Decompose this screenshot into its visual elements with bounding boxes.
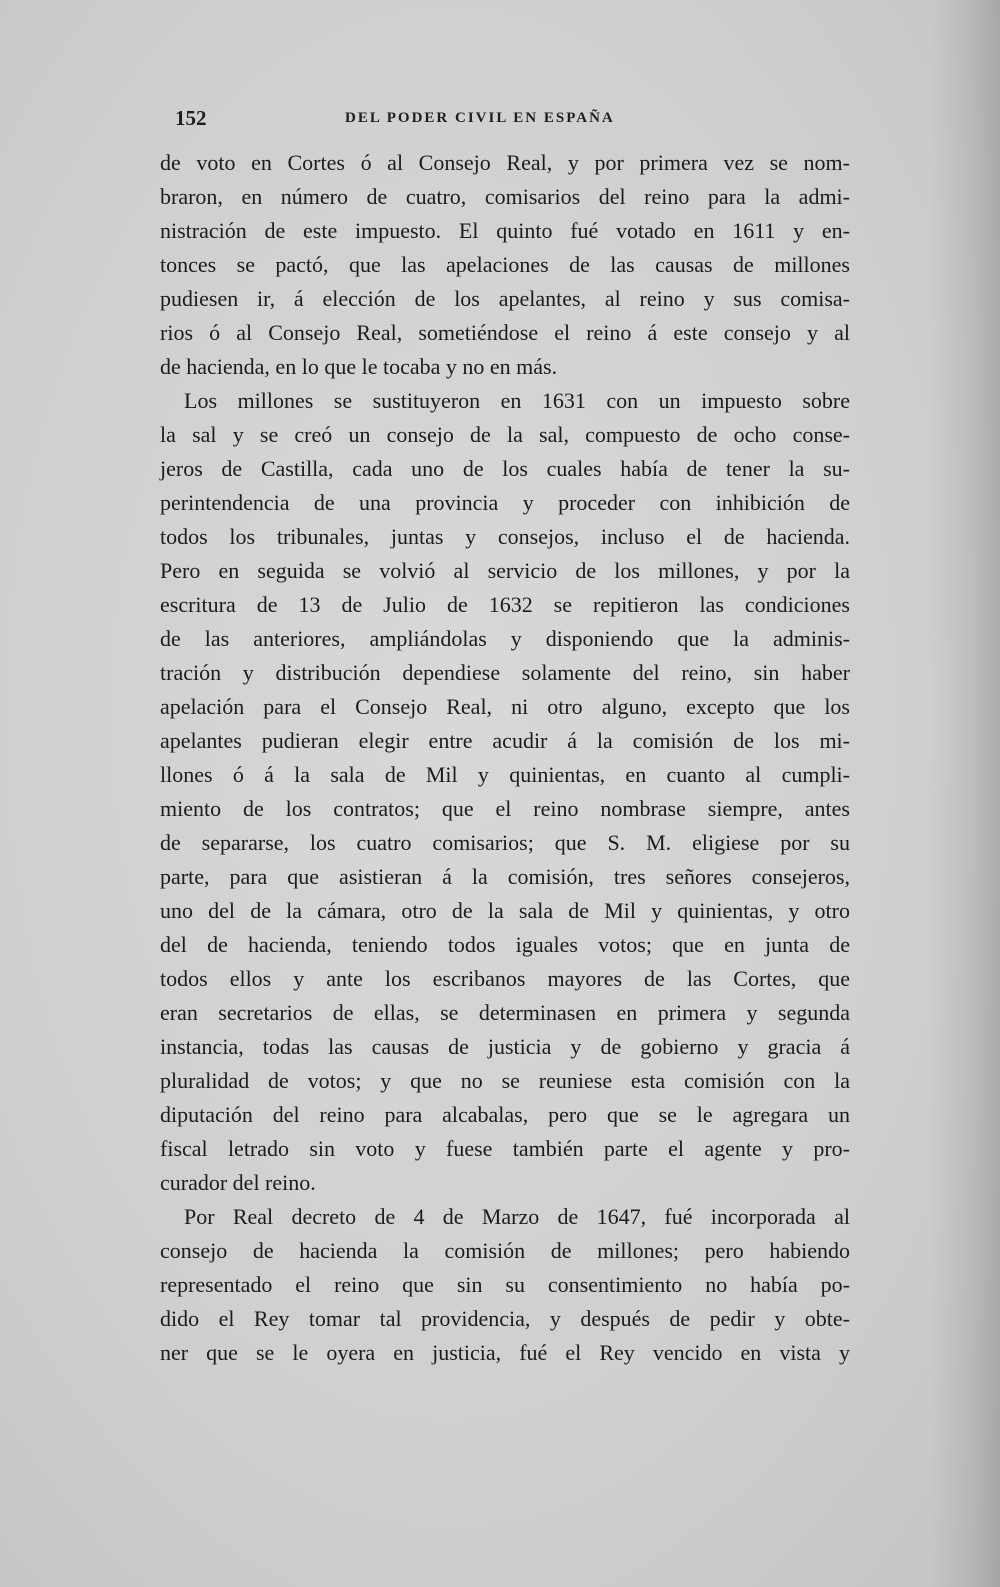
text-line: rios ó al Consejo Real, sometiéndose el reino á este consejo y al: [160, 320, 850, 345]
text-line: ner que se le oyera en justicia, fué el Rey vencido en vista y: [160, 1340, 850, 1365]
text-line: eran secretarios de ellas, se determinasen en primera y segunda: [160, 1000, 850, 1025]
text-line: apelación para el Consejo Real, ni otro alguno, excepto que los: [160, 694, 850, 719]
text-line: jeros de Castilla, cada uno de los cuales había de tener la su-: [160, 456, 850, 481]
text-line: todos los tribunales, juntas y consejos, incluso el de hacienda.: [160, 524, 850, 549]
text-line: instancia, todas las causas de justicia y de gobierno y gracia á: [160, 1034, 850, 1059]
text-line: fiscal letrado sin voto y fuese también parte el agente y pro-: [160, 1136, 850, 1161]
page-header: [175, 106, 855, 136]
text-line: perintendencia de una provincia y proceder con inhibición de: [160, 490, 850, 515]
text-line: llones ó á la sala de Mil y quinientas, en cuanto al cumpli-: [160, 762, 850, 787]
text-line: braron, en número de cuatro, comisarios del reino para la admi-: [160, 184, 850, 209]
text-line: Por Real decreto de 4 de Marzo de 1647, fué incorporada al: [184, 1204, 850, 1229]
text-line: escritura de 13 de Julio de 1632 se repitieron las condiciones: [160, 592, 850, 617]
text-line: Pero en seguida se volvió al servicio de los millones, y por la: [160, 558, 850, 583]
text-line: de voto en Cortes ó al Consejo Real, y por primera vez se nom-: [160, 150, 850, 175]
running-head: DEL PODER CIVIL EN ESPAÑA: [345, 110, 615, 126]
text-line: miento de los contratos; que el reino nombrase siempre, antes: [160, 796, 850, 821]
text-line: parte, para que asistieran á la comisión, tres señores consejeros,: [160, 864, 850, 889]
text-line: representado el reino que sin su consentimiento no había po-: [160, 1272, 850, 1297]
text-line: apelantes pudieran elegir entre acudir á la comisión de los mi-: [160, 728, 850, 753]
text-line: consejo de hacienda la comisión de millones; pero habiendo: [160, 1238, 850, 1263]
text-line: diputación del reino para alcabalas, pero que se le agregara un: [160, 1102, 850, 1127]
text-line: pudiesen ir, á elección de los apelantes, al reino y sus comisa-: [160, 286, 850, 311]
text-line: curador del reino.: [160, 1170, 316, 1195]
text-line: dido el Rey tomar tal providencia, y después de pedir y obte-: [160, 1306, 850, 1331]
text-line: todos ellos y ante los escribanos mayores de las Cortes, que: [160, 966, 850, 991]
text-line: de las anteriores, ampliándolas y disponiendo que la adminis-: [160, 626, 850, 651]
text-line: tonces se pactó, que las apelaciones de las causas de millones: [160, 252, 850, 277]
text-line: tración y distribución dependiese solamente del reino, sin haber: [160, 660, 850, 685]
body-text: [160, 146, 850, 1370]
text-line: del de hacienda, teniendo todos iguales votos; que en junta de: [160, 932, 850, 957]
text-line: Los millones se sustituyeron en 1631 con un impuesto sobre: [184, 388, 850, 413]
text-line: la sal y se creó un consejo de la sal, compuesto de ocho conse-: [160, 422, 850, 447]
text-line: de separarse, los cuatro comisarios; que S. M. eligiese por su: [160, 830, 850, 855]
page-edge-shadow: [930, 0, 1000, 1587]
page-number: 152: [175, 106, 207, 130]
text-line: de hacienda, en lo que le tocaba y no en más.: [160, 354, 558, 379]
text-line: nistración de este impuesto. El quinto fué votado en 1611 y en-: [160, 218, 850, 243]
text-line: uno del de la cámara, otro de la sala de Mil y quinientas, y otro: [160, 898, 850, 923]
text-line: pluralidad de votos; y que no se reuniese esta comisión con la: [160, 1068, 850, 1093]
